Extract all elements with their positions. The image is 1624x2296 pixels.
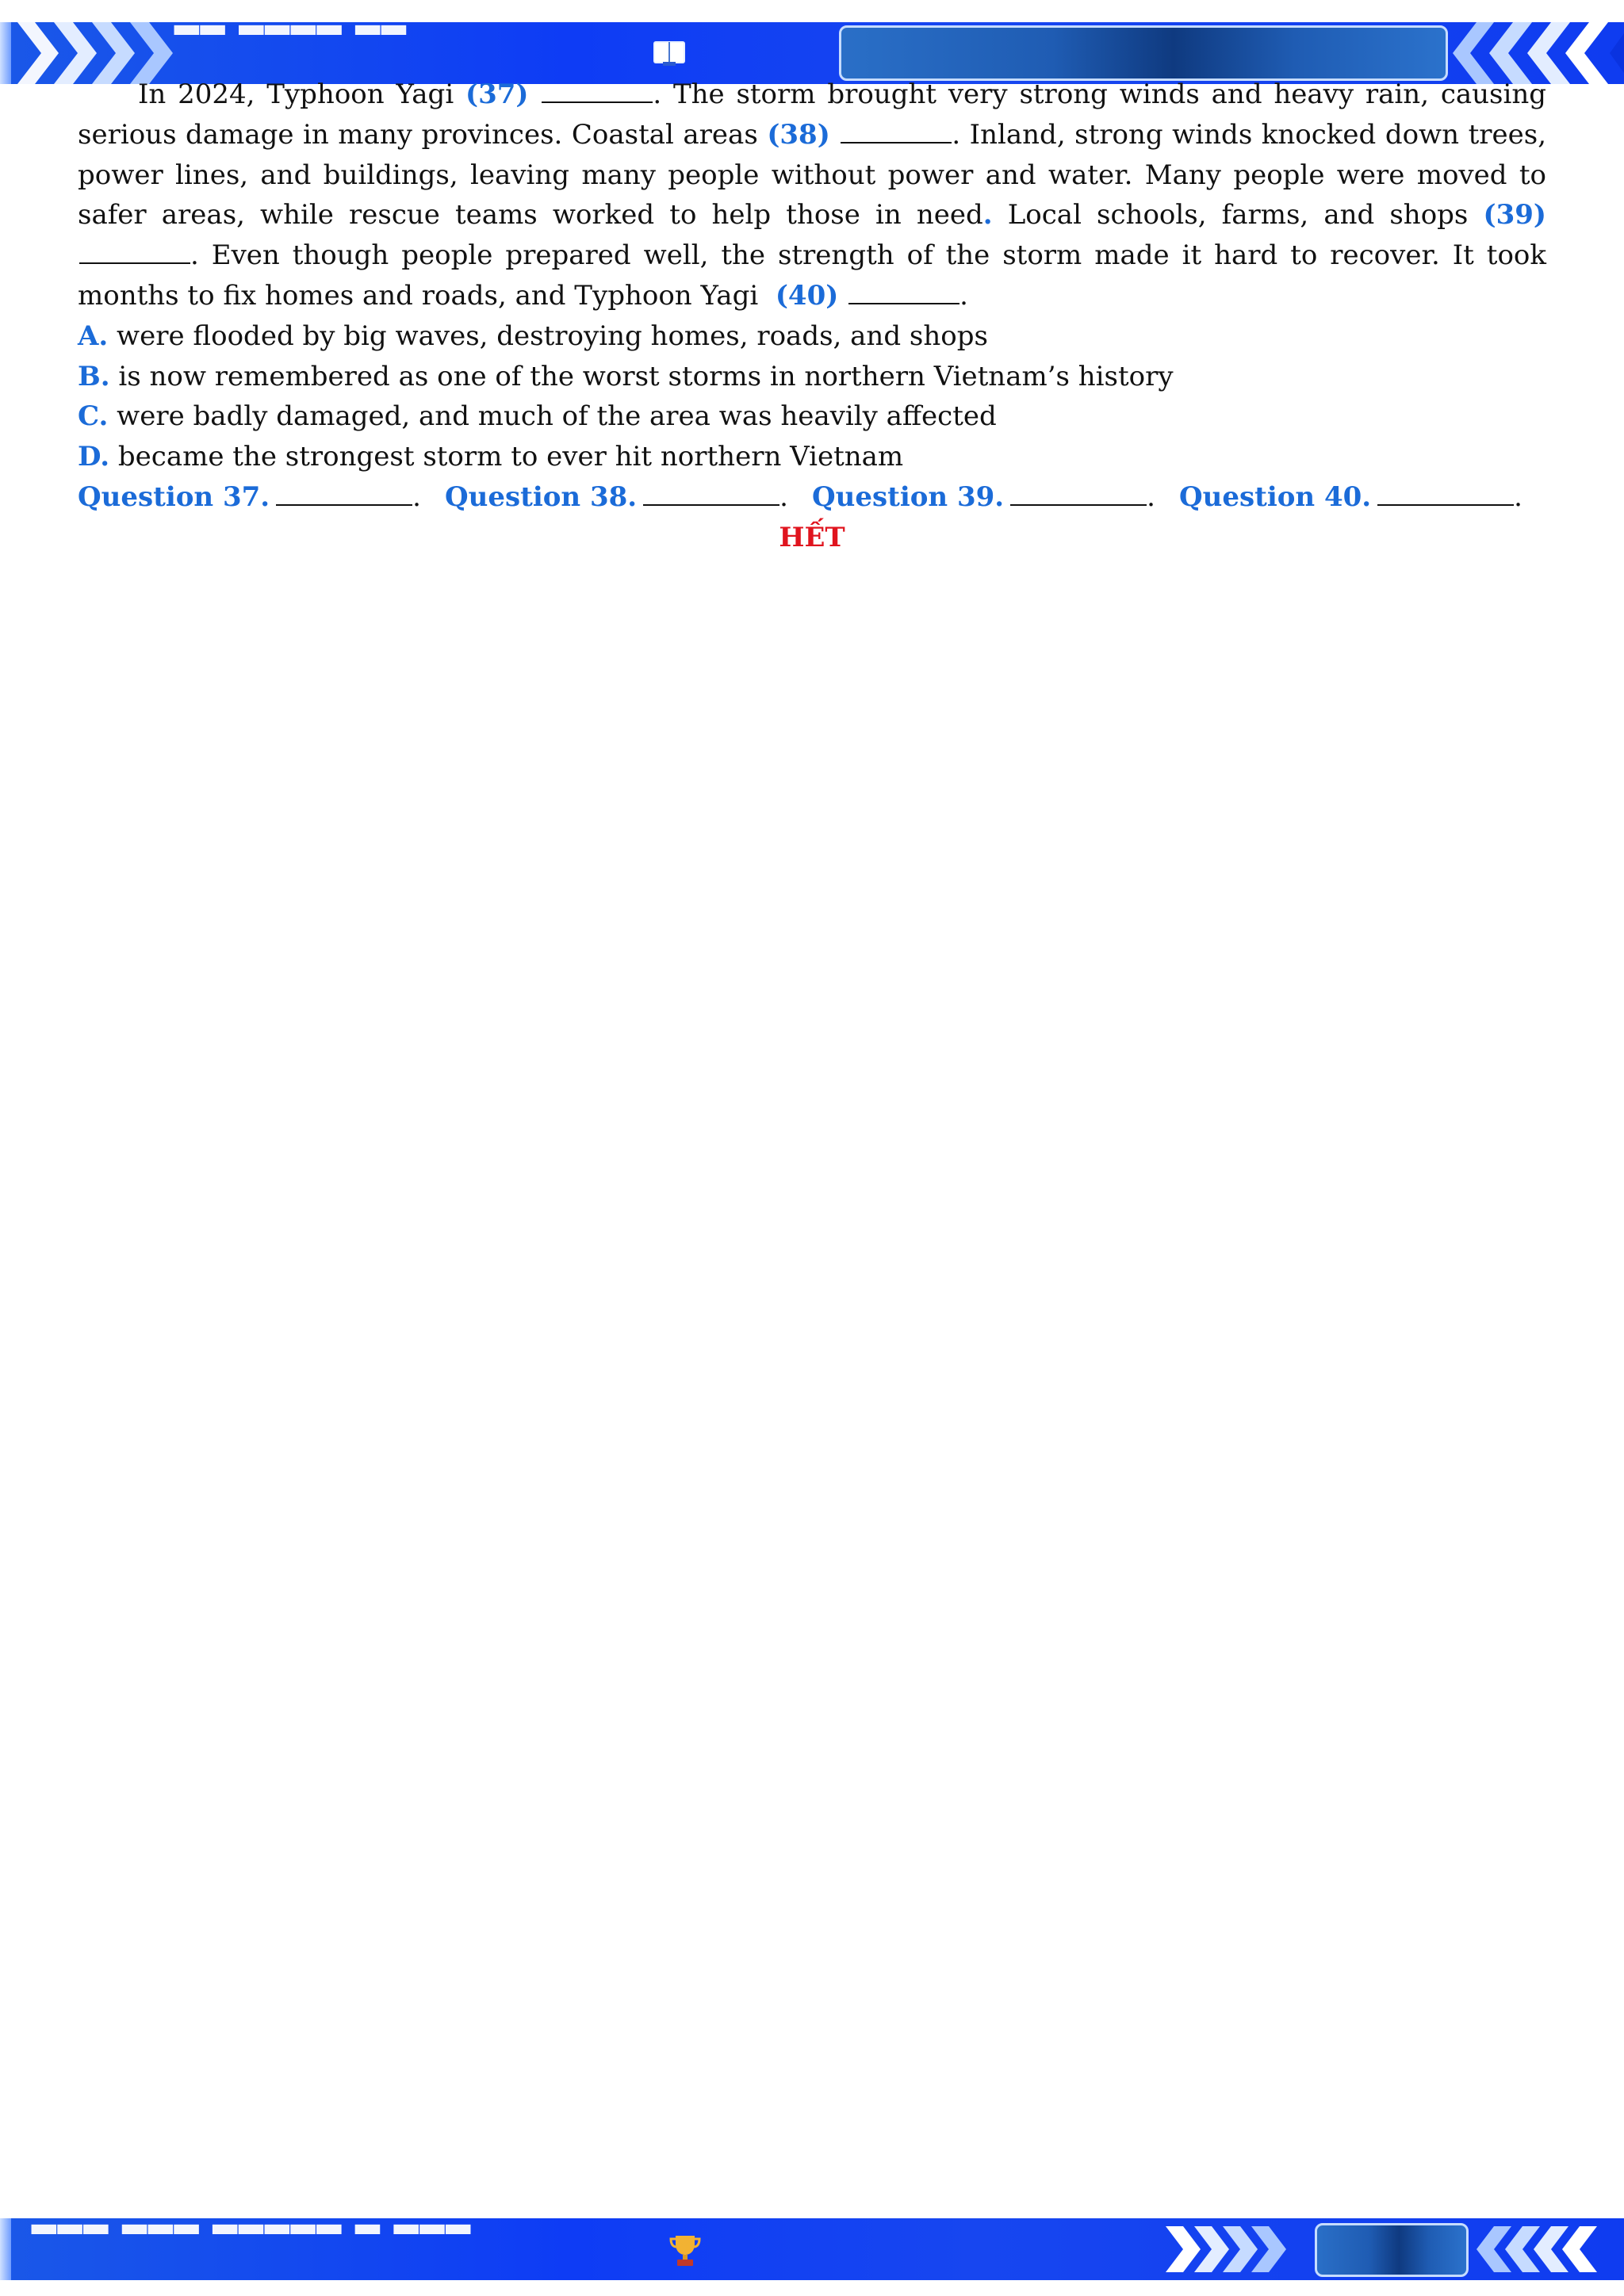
- header-title-box: [839, 25, 1448, 81]
- option-letter: B.: [78, 360, 110, 392]
- cropped-header-text: ▂▂ ▂▂▂▂ ▂▂: [174, 0, 408, 35]
- passage-sentence-4: . Even though people prepared well, the strength of the storm made it hard to recover. It took months to fix homes and roads, and Typhoon Yagi: [78, 239, 1546, 312]
- cropped-footer-text: ▂▂▂ ▂▂▂ ▂▂▂▂▂ ▂ ▂▂▂: [32, 2198, 473, 2234]
- option-letter: A.: [78, 320, 109, 352]
- chevrons-right-icon: [1166, 2218, 1308, 2280]
- question-number-39: (39): [1483, 199, 1546, 232]
- option-a[interactable]: [78, 316, 1546, 357]
- footer-banner: [0, 2198, 1624, 2280]
- answer-input[interactable]: [276, 503, 412, 506]
- answer-label: Question 40.: [1179, 480, 1372, 513]
- answer-input[interactable]: [1377, 503, 1514, 506]
- answer-label: Question 38.: [445, 480, 638, 513]
- option-b[interactable]: [78, 357, 1546, 397]
- question-number-38: (38): [767, 118, 830, 151]
- question-number-37: (37): [465, 78, 529, 110]
- book-icon: [652, 38, 687, 72]
- trophy-icon: [669, 2233, 701, 2273]
- banner-edge-left: [0, 22, 11, 84]
- answer-input[interactable]: [1010, 503, 1147, 506]
- passage-end: .: [959, 279, 968, 312]
- question-number-40: (40): [775, 279, 839, 312]
- option-text: is now remembered as one of the worst storms in northern Vietnam’s history: [118, 360, 1174, 392]
- answer-slot-40: Question 40. .: [1179, 480, 1522, 513]
- option-d[interactable]: [78, 437, 1546, 477]
- passage-intro: In 2024, Typhoon Yagi: [138, 78, 454, 110]
- reading-passage: [78, 75, 1546, 316]
- option-text: became the strongest storm to ever hit northern Vietnam: [117, 441, 904, 473]
- passage-sentence-1: . The storm brought very strong winds and heavy rain, causing serious damage in many provinces. Coastal areas: [78, 78, 1547, 151]
- option-text: were flooded by big waves, destroying homes, roads, and shops: [117, 320, 988, 352]
- answer-slot-39: Question 39. .: [812, 480, 1155, 513]
- banner-edge-left: [0, 2218, 11, 2280]
- passage-accent-dot: .: [982, 199, 993, 232]
- option-text: were badly damaged, and much of the area was heavily affected: [117, 400, 997, 433]
- passage-sentence-2: . Inland, strong winds knocked down trees, power lines, and buildings, leaving many people without power and water. Many people were moved to safer areas, while rescue teams worked to help those in need: [78, 118, 1547, 232]
- passage-sentence-3: Local schools, farms, and shops: [992, 199, 1469, 232]
- option-letter: C.: [78, 400, 109, 433]
- chevrons-left-icon: [1477, 2218, 1624, 2280]
- exam-content: [78, 75, 1546, 558]
- answer-slot-37: Question 37. .: [78, 480, 421, 513]
- answer-input[interactable]: [643, 503, 779, 506]
- answer-blank-40[interactable]: [848, 302, 959, 304]
- answer-blank-39[interactable]: [79, 262, 190, 264]
- answer-blank-38[interactable]: [841, 141, 952, 144]
- answer-row: [78, 477, 1546, 518]
- option-letter: D.: [78, 441, 110, 473]
- answer-label: Question 37.: [78, 480, 270, 513]
- option-c[interactable]: [78, 396, 1546, 437]
- answer-slot-38: Question 38. .: [445, 480, 788, 513]
- answer-blank-37[interactable]: [542, 101, 653, 103]
- end-mark: HẾT: [779, 521, 845, 553]
- answer-label: Question 39.: [812, 480, 1005, 513]
- footer-title-box: [1315, 2223, 1469, 2277]
